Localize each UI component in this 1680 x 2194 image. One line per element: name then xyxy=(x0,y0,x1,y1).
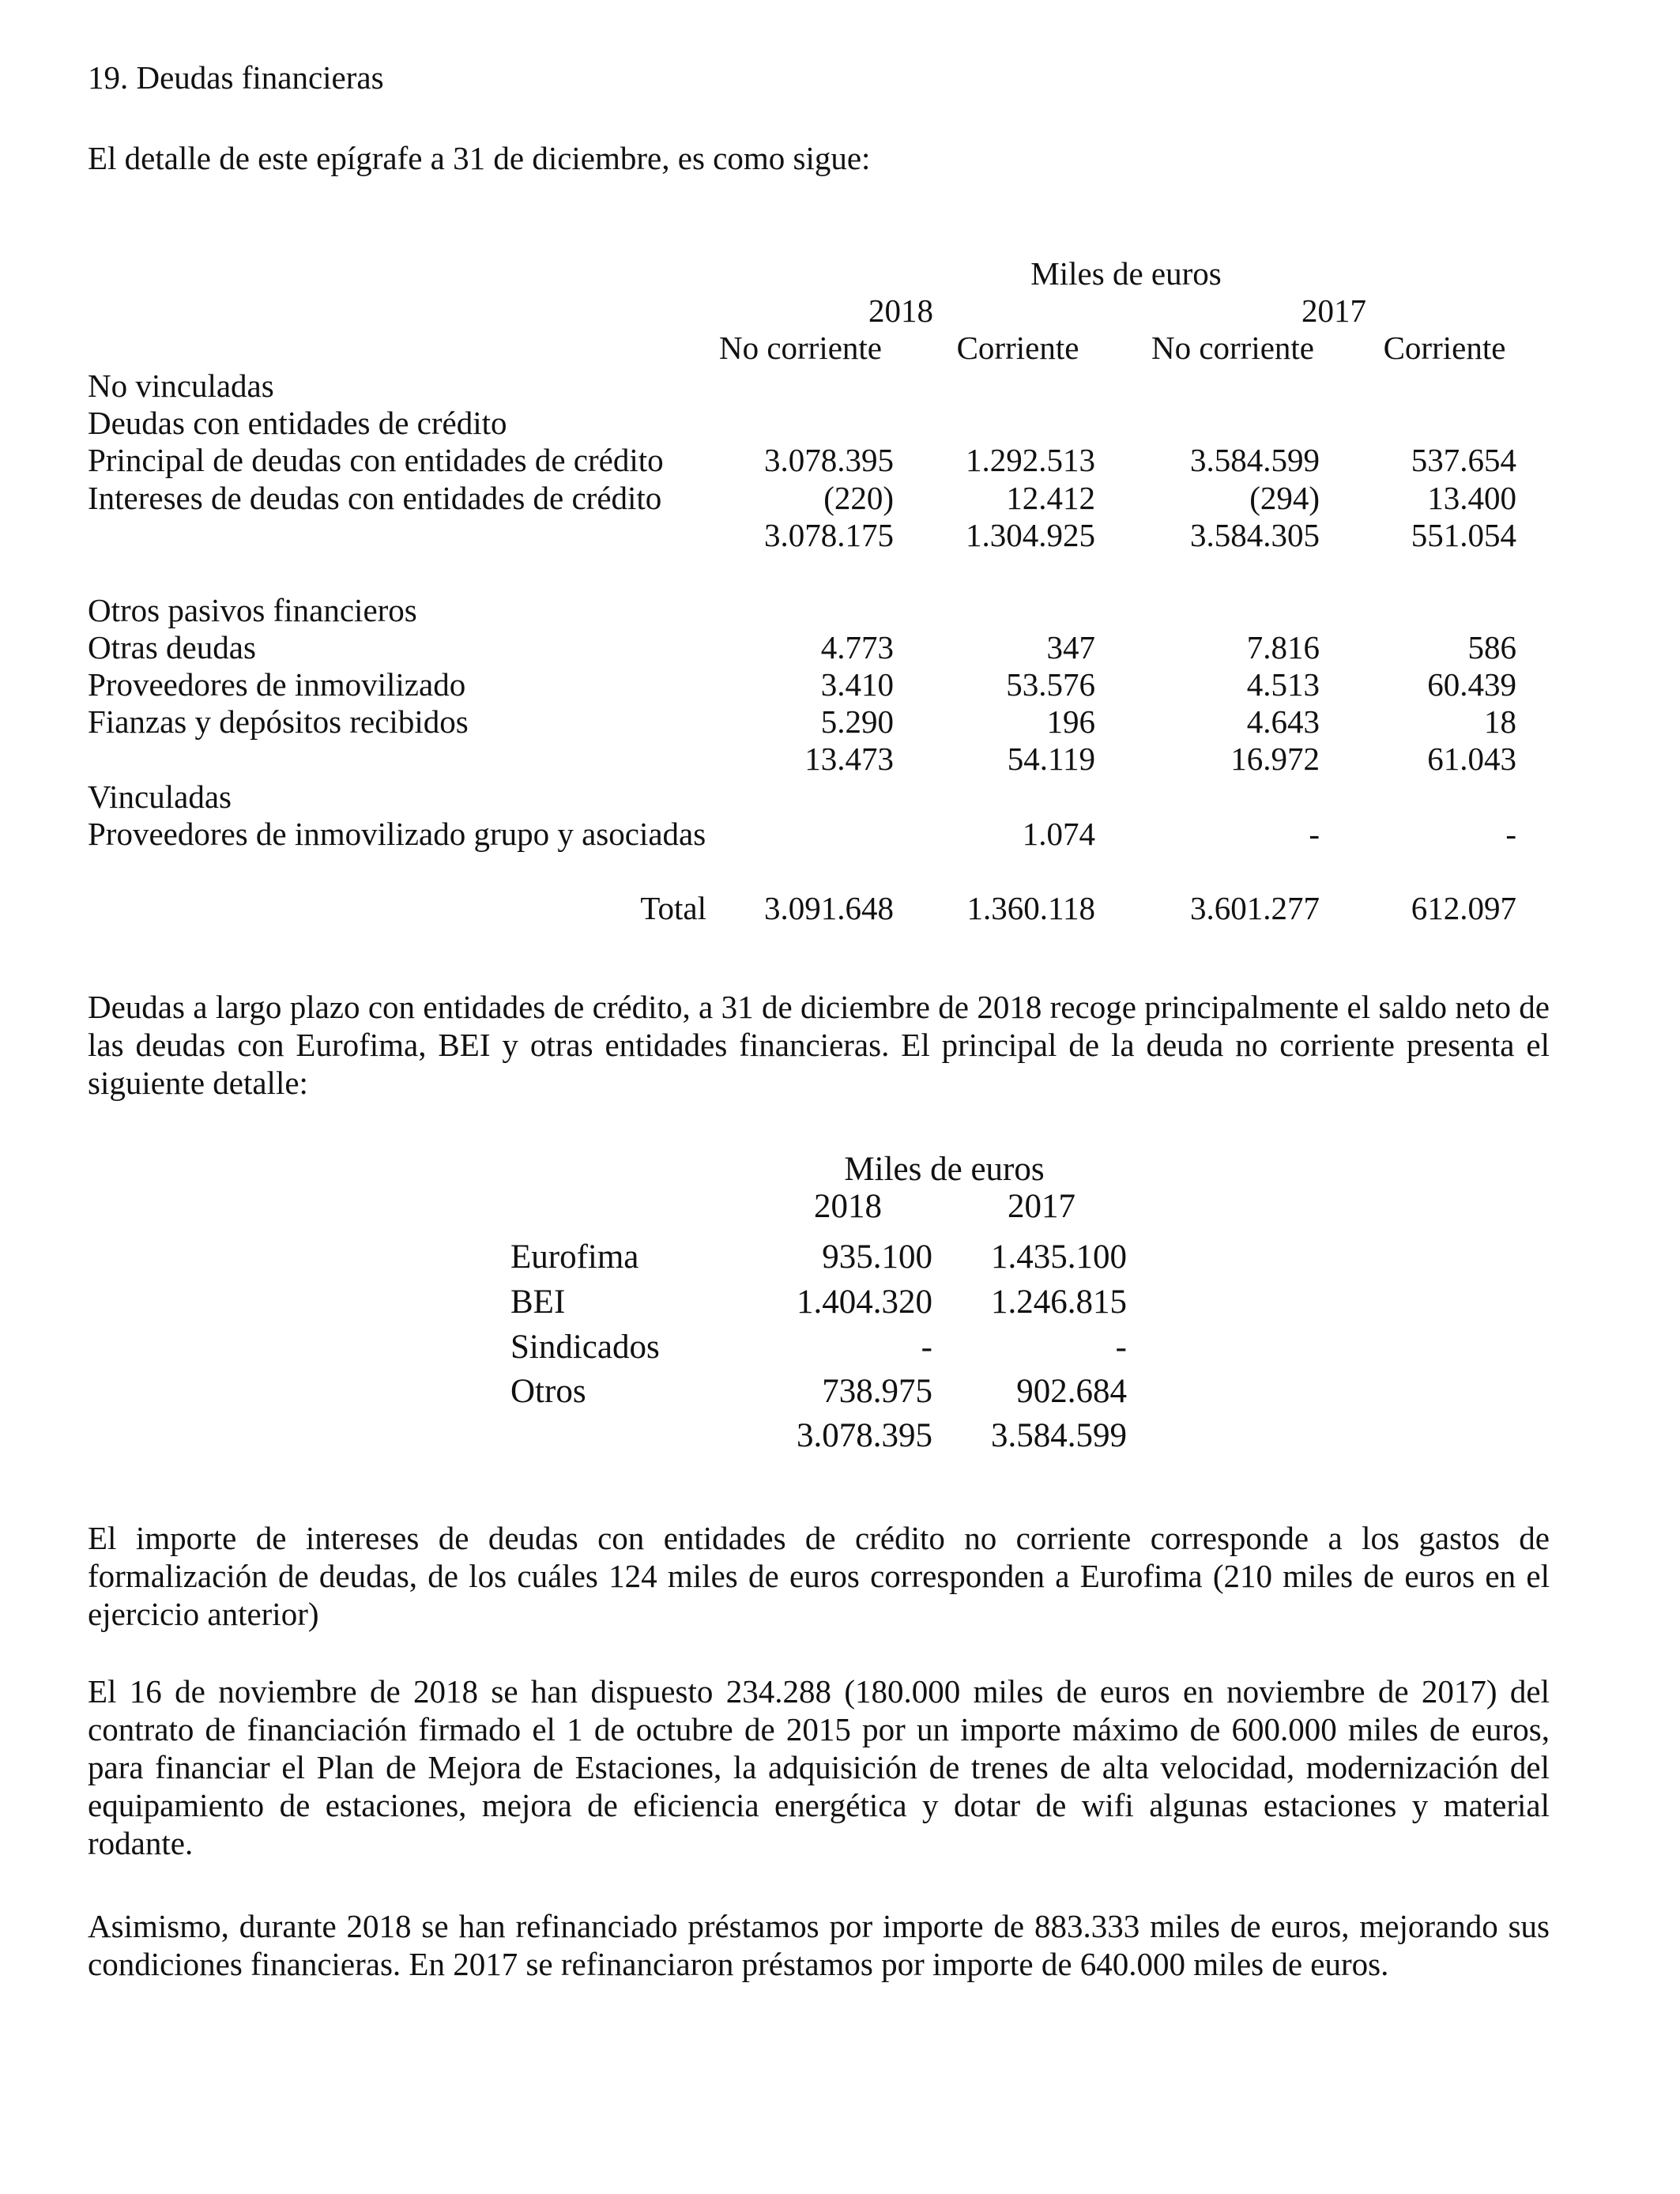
cell-value: 4.513 xyxy=(1246,666,1320,703)
cell-value: 537.654 xyxy=(1411,442,1516,478)
section-title: 19. Deudas financieras xyxy=(88,59,384,96)
cell-value: 53.576 xyxy=(1006,666,1095,703)
cell-value: (220) xyxy=(823,480,894,516)
cell-value: 3.078.175 xyxy=(764,517,894,553)
cell-value: 13.473 xyxy=(804,741,894,777)
cell-value: 13.400 xyxy=(1427,480,1516,516)
table1-year-2018: 2018 xyxy=(868,292,933,329)
cell-value: 5.290 xyxy=(820,703,894,740)
cell-value: 1.074 xyxy=(1022,816,1095,852)
cell-value: 1.435.100 xyxy=(991,1238,1127,1276)
cell-value: 1.404.320 xyxy=(797,1284,932,1321)
cell-value: 60.439 xyxy=(1427,666,1516,703)
cell-value: 3.078.395 xyxy=(764,442,894,478)
row-label: Otros pasivos financieros xyxy=(88,592,417,628)
table2-year-2017: 2017 xyxy=(1008,1188,1075,1225)
row-label: Otros xyxy=(510,1373,586,1410)
cell-value: 18 xyxy=(1484,703,1516,740)
cell-value: 61.043 xyxy=(1427,741,1516,777)
cell-value: 196 xyxy=(1046,703,1095,740)
total-value: 3.601.277 xyxy=(1190,890,1320,926)
cell-value: 1.292.513 xyxy=(966,442,1095,478)
total-value: 1.360.118 xyxy=(966,890,1095,926)
cell-value: 935.100 xyxy=(822,1238,932,1276)
cell-value: 3.584.599 xyxy=(991,1417,1127,1454)
cell-value: 551.054 xyxy=(1411,517,1516,553)
cell-value: 3.078.395 xyxy=(797,1417,932,1454)
cell-value: 902.684 xyxy=(1016,1373,1127,1410)
cell-value: 3.584.599 xyxy=(1190,442,1320,478)
cell-value: 3.410 xyxy=(820,666,894,703)
paragraph: El 16 de noviembre de 2018 se han dispuesto 234.288 (180.000 miles de euros en noviembre de 2017) del contrato de financiación firmado el 1 de octubre de 2015 por un importe máximo de 600.000 miles de euros, para financiar el Plan de Mejora de Estaciones, la adquisición de trenes de alta velocidad, modernización del equipamiento de estaciones, mejora de eficiencia energética y dotar de wifi algunas estaciones y material rodante. xyxy=(88,1673,1550,1861)
paragraph: El importe de intereses de deudas con entidades de crédito no corriente corresponde a los gastos de formalización de deudas, de los cuáles 124 miles de euros corresponden a Eurofima (210 miles de euros en el ejercicio anterior) xyxy=(88,1520,1550,1632)
cell-value: 738.975 xyxy=(822,1373,932,1410)
table1-col-header: No corriente xyxy=(1151,330,1315,366)
row-label: Deudas con entidades de crédito xyxy=(88,405,507,441)
cell-value: 1.304.925 xyxy=(966,517,1095,553)
table1-col-header: No corriente xyxy=(718,330,883,366)
cell-value: 12.412 xyxy=(1006,480,1095,516)
cell-value: 347 xyxy=(1046,629,1095,665)
cell-value: 16.972 xyxy=(1230,741,1320,777)
cell-value: 4.773 xyxy=(820,629,894,665)
total-value: 3.091.648 xyxy=(764,890,894,926)
table2-year-2018: 2018 xyxy=(814,1188,882,1225)
row-label: Proveedores de inmovilizado xyxy=(88,666,466,703)
table1-col-header: Corriente xyxy=(956,330,1079,366)
cell-value: (294) xyxy=(1249,480,1320,516)
row-label: Sindicados xyxy=(510,1329,660,1366)
cell-value: 4.643 xyxy=(1246,703,1320,740)
intro-text: El detalle de este epígrafe a 31 de diciembre, es como sigue: xyxy=(88,140,871,176)
cell-value: - xyxy=(1115,1329,1127,1366)
paragraph: Asimismo, durante 2018 se han refinanciado préstamos por importe de 883.333 miles de euros, mejorando sus condiciones financieras. En 2017 se refinanciaron préstamos por importe de 640.000 miles de euros. xyxy=(88,1908,1550,1982)
row-label: BEI xyxy=(510,1284,566,1321)
paragraph: Deudas a largo plazo con entidades de crédito, a 31 de diciembre de 2018 recoge principalmente el saldo neto de las deudas con Eurofima, BEI y otras entidades financieras. El principal de la deuda no corriente presenta el siguiente detalle: xyxy=(88,989,1550,1101)
cell-value: 7.816 xyxy=(1246,629,1320,665)
cell-value: 586 xyxy=(1467,629,1516,665)
total-value: 612.097 xyxy=(1411,890,1516,926)
row-label: Fianzas y depósitos recibidos xyxy=(88,703,469,740)
table1-col-header: Corriente xyxy=(1383,330,1506,366)
row-label: Principal de deudas con entidades de crédito xyxy=(88,442,664,478)
cell-value: 54.119 xyxy=(1007,741,1095,777)
cell-value: 3.584.305 xyxy=(1190,517,1320,553)
cell-value: 1.246.815 xyxy=(991,1284,1127,1321)
row-label: Vinculadas xyxy=(88,778,232,815)
cell-value: - xyxy=(1505,816,1516,852)
table2-unit-header: Miles de euros xyxy=(844,1151,1045,1188)
cell-value: - xyxy=(921,1329,932,1366)
row-label: No vinculadas xyxy=(88,368,274,404)
row-label: Intereses de deudas con entidades de crédito xyxy=(88,480,662,516)
cell-value: - xyxy=(1309,816,1320,852)
table1-unit-header: Miles de euros xyxy=(1030,255,1222,292)
row-label: Proveedores de inmovilizado grupo y asociadas xyxy=(88,816,706,852)
table1-year-2017: 2017 xyxy=(1301,292,1366,329)
row-label: Eurofima xyxy=(510,1238,639,1276)
row-label: Otras deudas xyxy=(88,629,256,665)
total-label: Total xyxy=(640,890,706,926)
